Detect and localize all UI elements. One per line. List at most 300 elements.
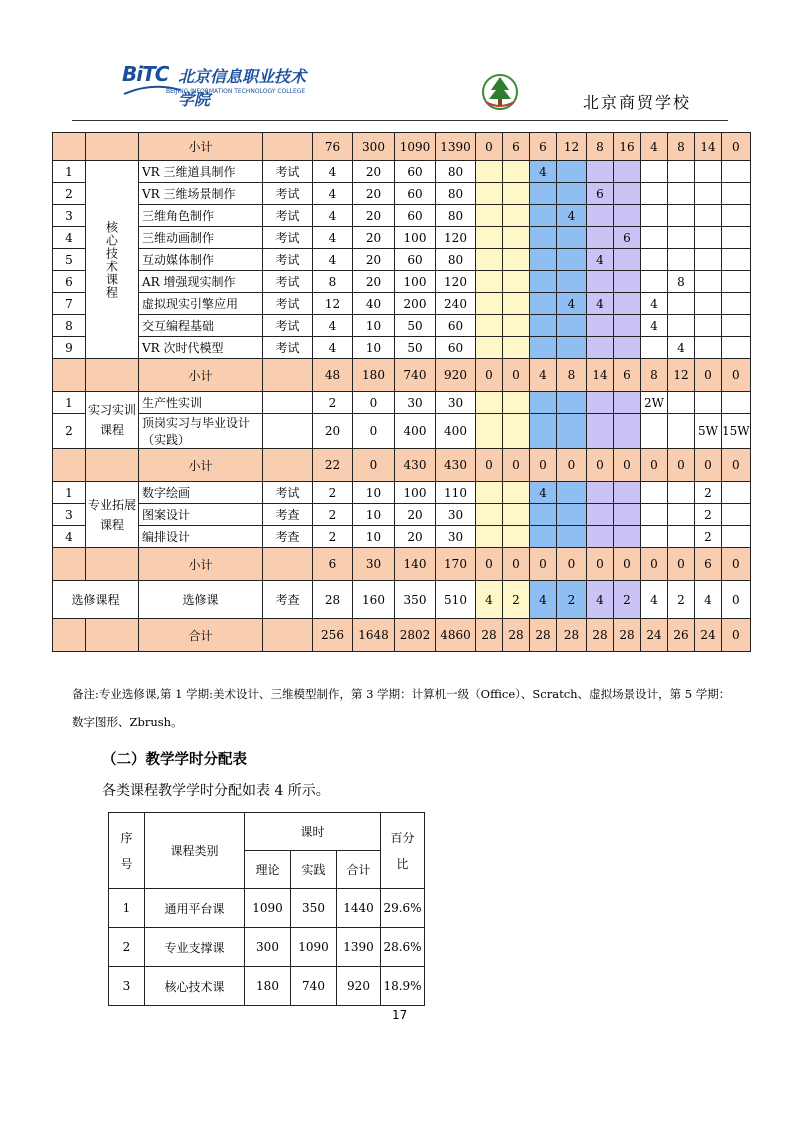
cell-no: 2 [109, 928, 145, 967]
empty-cell [86, 619, 139, 652]
course-name [139, 249, 263, 271]
course-name-text: 顶岗实习与毕业设计 [142, 416, 251, 430]
value-cell [722, 271, 751, 293]
value-cell [695, 271, 722, 293]
page-number: 17 [392, 1008, 408, 1022]
value-cell [476, 205, 503, 227]
value-cell [722, 392, 751, 414]
value-cell [614, 183, 641, 205]
value-cell [614, 526, 641, 548]
value-cell: 20 [353, 227, 395, 249]
value-cell: 24 [695, 619, 722, 652]
value-cell: 6 [695, 548, 722, 581]
cell-pct: 18.9% [381, 967, 425, 1006]
value-cell: 4 [557, 293, 587, 315]
row-number: 1 [53, 392, 86, 414]
empty-cell [86, 133, 139, 161]
value-cell: 0 [476, 548, 503, 581]
value-cell [476, 392, 503, 414]
value-cell: 28 [587, 619, 614, 652]
value-cell [476, 249, 503, 271]
value-cell [614, 293, 641, 315]
value-cell [695, 205, 722, 227]
value-cell: 1648 [353, 619, 395, 652]
value-cell [587, 414, 614, 449]
value-cell [641, 227, 668, 249]
value-cell [641, 271, 668, 293]
empty-cell [53, 359, 86, 392]
value-cell [614, 315, 641, 337]
value-cell: 4 [641, 133, 668, 161]
value-cell [557, 482, 587, 504]
value-cell [530, 526, 557, 548]
value-cell: 30 [436, 526, 476, 548]
course-name [139, 161, 263, 183]
value-cell: 0 [587, 449, 614, 482]
value-cell: 0 [557, 449, 587, 482]
value-cell: 0 [530, 548, 557, 581]
value-cell: 48 [313, 359, 353, 392]
table-row [53, 183, 751, 205]
header-practice: 实践 [291, 851, 337, 889]
total-row [53, 619, 751, 652]
value-cell [587, 504, 614, 526]
course-name-text: 交互编程基础 [142, 319, 215, 333]
value-cell: 0 [722, 619, 751, 652]
value-cell: 20 [395, 526, 436, 548]
value-cell: 170 [436, 548, 476, 581]
empty-cell [263, 449, 313, 482]
logo-english-name: BEIJING INFORMATION TECHNOLOGY COLLEGE [166, 88, 306, 95]
value-cell: 16 [614, 133, 641, 161]
value-cell [668, 161, 695, 183]
header-total: 合计 [337, 851, 381, 889]
subtotal-row [53, 359, 751, 392]
value-cell [530, 337, 557, 359]
value-cell [587, 526, 614, 548]
value-cell: 0 [722, 359, 751, 392]
value-cell [695, 249, 722, 271]
empty-cell [53, 548, 86, 581]
value-cell [641, 526, 668, 548]
table-row [53, 271, 751, 293]
value-cell [503, 183, 530, 205]
value-cell [476, 183, 503, 205]
value-cell [587, 161, 614, 183]
value-cell: 350 [395, 581, 436, 619]
value-cell: 76 [313, 133, 353, 161]
value-cell: 920 [436, 359, 476, 392]
value-cell [557, 504, 587, 526]
value-cell [695, 392, 722, 414]
value-cell: 28 [313, 581, 353, 619]
subtotal-row [53, 449, 751, 482]
course-group-label [86, 161, 139, 359]
cell-practice: 1090 [291, 928, 337, 967]
value-cell: 510 [436, 581, 476, 619]
course-name [139, 227, 263, 249]
value-cell [530, 504, 557, 526]
value-cell: 26 [668, 619, 695, 652]
value-cell: 28 [530, 619, 557, 652]
value-cell [476, 504, 503, 526]
value-cell [503, 482, 530, 504]
empty-cell [86, 548, 139, 581]
row-number: 2 [53, 414, 86, 449]
value-cell [557, 315, 587, 337]
value-cell [641, 337, 668, 359]
value-cell [557, 392, 587, 414]
value-cell [557, 526, 587, 548]
course-group-text: 实习实训课程 [87, 403, 136, 437]
value-cell [614, 249, 641, 271]
value-cell: 4 [313, 227, 353, 249]
exam-type: 考试 [263, 183, 313, 205]
value-cell: 4 [668, 337, 695, 359]
cell-total: 1440 [337, 889, 381, 928]
value-cell: 0 [641, 449, 668, 482]
value-cell: 4 [641, 581, 668, 619]
value-cell [503, 414, 530, 449]
course-name-text: VR 次时代模型 [142, 341, 224, 355]
course-name: 选修课 [139, 581, 263, 619]
value-cell: 20 [353, 161, 395, 183]
value-cell: 2802 [395, 619, 436, 652]
subtotal-label: 小计 [139, 548, 263, 581]
course-name-text: 数字绘画 [142, 486, 191, 500]
row-number: 3 [53, 504, 86, 526]
page-header [0, 0, 800, 130]
value-cell [695, 315, 722, 337]
value-cell: 0 [722, 133, 751, 161]
value-cell: 2W [641, 392, 668, 414]
value-cell: 60 [395, 205, 436, 227]
course-name-suffix: （实践） [142, 433, 191, 447]
course-name [139, 337, 263, 359]
value-cell: 12 [668, 359, 695, 392]
value-cell: 300 [353, 133, 395, 161]
value-cell: 10 [353, 337, 395, 359]
table-row [53, 414, 751, 449]
value-cell [722, 293, 751, 315]
value-cell [614, 161, 641, 183]
value-cell [476, 414, 503, 449]
value-cell: 4 [530, 161, 557, 183]
table-row [109, 889, 425, 928]
header-no [109, 813, 145, 889]
value-cell [614, 414, 641, 449]
value-cell: 4 [695, 581, 722, 619]
value-cell: 30 [353, 548, 395, 581]
empty-cell [53, 619, 86, 652]
value-cell: 40 [353, 293, 395, 315]
value-cell [722, 526, 751, 548]
table-row [53, 315, 751, 337]
value-cell: 0 [503, 449, 530, 482]
row-number: 2 [53, 183, 86, 205]
subtotal-label: 小计 [139, 133, 263, 161]
value-cell: 0 [587, 548, 614, 581]
value-cell: 10 [353, 315, 395, 337]
value-cell [614, 271, 641, 293]
value-cell [668, 414, 695, 449]
value-cell: 28 [557, 619, 587, 652]
value-cell: 50 [395, 337, 436, 359]
course-name-text: VR 三维场景制作 [142, 187, 236, 201]
header-theory: 理论 [245, 851, 291, 889]
value-cell [668, 227, 695, 249]
row-number: 3 [53, 205, 86, 227]
exam-type: 考查 [263, 581, 313, 619]
value-cell: 4860 [436, 619, 476, 652]
value-cell: 0 [530, 449, 557, 482]
value-cell: 0 [353, 392, 395, 414]
value-cell [557, 271, 587, 293]
value-cell: 120 [436, 271, 476, 293]
value-cell: 60 [436, 315, 476, 337]
header-pct-text: 百分比 [390, 830, 415, 871]
value-cell [530, 293, 557, 315]
value-cell: 0 [614, 548, 641, 581]
course-name-text: 三维角色制作 [142, 209, 215, 223]
exam-type: 考试 [263, 205, 313, 227]
value-cell [503, 526, 530, 548]
value-cell: 4 [313, 315, 353, 337]
value-cell: 8 [668, 271, 695, 293]
value-cell: 140 [395, 548, 436, 581]
value-cell [668, 315, 695, 337]
exam-type: 考试 [263, 249, 313, 271]
exam-type: 考试 [263, 161, 313, 183]
value-cell: 256 [313, 619, 353, 652]
course-name-text: AR 增强现实制作 [142, 275, 236, 289]
table-row [53, 337, 751, 359]
value-cell: 30 [395, 392, 436, 414]
value-cell: 2 [313, 504, 353, 526]
value-cell: 2 [503, 581, 530, 619]
value-cell [668, 249, 695, 271]
value-cell: 430 [395, 449, 436, 482]
value-cell: 2 [313, 526, 353, 548]
table-row [53, 581, 751, 619]
value-cell [587, 315, 614, 337]
value-cell: 100 [395, 227, 436, 249]
value-cell: 200 [395, 293, 436, 315]
value-cell [695, 161, 722, 183]
value-cell: 6 [587, 183, 614, 205]
table-row [53, 482, 751, 504]
value-cell: 28 [503, 619, 530, 652]
value-cell [587, 392, 614, 414]
value-cell: 4 [587, 249, 614, 271]
cell-theory: 300 [245, 928, 291, 967]
value-cell [530, 392, 557, 414]
value-cell [503, 315, 530, 337]
header-no-text: 序号 [120, 830, 133, 871]
value-cell: 10 [353, 526, 395, 548]
exam-type: 考试 [263, 482, 313, 504]
subtotal-row [53, 133, 751, 161]
value-cell [614, 504, 641, 526]
value-cell [722, 161, 751, 183]
cell-theory: 180 [245, 967, 291, 1006]
value-cell [587, 482, 614, 504]
value-cell [557, 337, 587, 359]
value-cell [530, 205, 557, 227]
value-cell [695, 293, 722, 315]
value-cell: 2 [313, 482, 353, 504]
value-cell [722, 183, 751, 205]
value-cell: 30 [436, 392, 476, 414]
value-cell [476, 482, 503, 504]
value-cell: 60 [436, 337, 476, 359]
value-cell [695, 337, 722, 359]
value-cell: 20 [353, 205, 395, 227]
value-cell: 30 [436, 504, 476, 526]
value-cell: 20 [353, 271, 395, 293]
value-cell: 0 [476, 133, 503, 161]
table-row [53, 392, 751, 414]
exam-type: 考试 [263, 271, 313, 293]
course-name [139, 504, 263, 526]
value-cell: 4 [641, 315, 668, 337]
value-cell: 20 [313, 414, 353, 449]
value-cell: 0 [695, 359, 722, 392]
course-name [139, 414, 263, 449]
empty-cell [263, 548, 313, 581]
value-cell [614, 482, 641, 504]
value-cell: 0 [503, 548, 530, 581]
logo-bitc-text: BiTC [122, 62, 169, 86]
value-cell: 4 [587, 581, 614, 619]
empty-cell [263, 133, 313, 161]
empty-cell [53, 449, 86, 482]
value-cell [614, 392, 641, 414]
value-cell [476, 227, 503, 249]
value-cell: 180 [353, 359, 395, 392]
subtotal-row [53, 548, 751, 581]
value-cell [614, 337, 641, 359]
value-cell: 4 [313, 161, 353, 183]
value-cell: 0 [722, 581, 751, 619]
empty-cell [86, 359, 139, 392]
value-cell [722, 205, 751, 227]
cell-no: 3 [109, 967, 145, 1006]
value-cell: 8 [587, 133, 614, 161]
value-cell [668, 482, 695, 504]
value-cell: 430 [436, 449, 476, 482]
value-cell: 4 [313, 205, 353, 227]
value-cell: 4 [530, 581, 557, 619]
value-cell: 14 [587, 359, 614, 392]
course-name [139, 271, 263, 293]
course-name [139, 526, 263, 548]
bitc-logo [122, 62, 312, 109]
value-cell [641, 205, 668, 227]
empty-cell [53, 133, 86, 161]
exam-type [263, 392, 313, 414]
value-cell: 0 [614, 449, 641, 482]
value-cell: 4 [557, 205, 587, 227]
value-cell [668, 183, 695, 205]
table-row [109, 928, 425, 967]
table-row [53, 161, 751, 183]
value-cell: 4 [530, 482, 557, 504]
value-cell [641, 183, 668, 205]
exam-type: 考试 [263, 337, 313, 359]
value-cell: 110 [436, 482, 476, 504]
logo-chinese-name: 北京信息职业技术学院 [178, 67, 307, 109]
value-cell: 28 [476, 619, 503, 652]
value-cell: 0 [722, 449, 751, 482]
value-cell [695, 227, 722, 249]
value-cell [503, 337, 530, 359]
header-divider [72, 120, 728, 121]
value-cell [530, 227, 557, 249]
row-number: 8 [53, 315, 86, 337]
curriculum-table [52, 132, 751, 652]
course-group-label [86, 482, 139, 548]
table-row [53, 293, 751, 315]
value-cell: 0 [353, 414, 395, 449]
value-cell [668, 526, 695, 548]
value-cell [668, 293, 695, 315]
table-row [53, 249, 751, 271]
value-cell: 8 [641, 359, 668, 392]
value-cell [722, 482, 751, 504]
row-number: 1 [53, 482, 86, 504]
course-name [139, 315, 263, 337]
value-cell [722, 227, 751, 249]
value-cell [503, 227, 530, 249]
value-cell [476, 337, 503, 359]
cell-type: 专业支撑课 [145, 928, 245, 967]
value-cell [668, 392, 695, 414]
course-name-text: VR 三维道具制作 [142, 165, 236, 179]
course-name-text: 生产性实训 [142, 396, 203, 410]
empty-cell [86, 449, 139, 482]
total-label: 合计 [139, 619, 263, 652]
header-type: 课程类别 [145, 813, 245, 889]
table-note: 备注:专业选修课,第 1 学期:美术设计、三维模型制作，第 3 学期：计算机一级（Office）、Scratch、虚拟场景设计，第 5 学期：数字图形、Zbrush。 [72, 687, 731, 729]
value-cell: 80 [436, 205, 476, 227]
value-cell [722, 504, 751, 526]
value-cell: 0 [557, 548, 587, 581]
value-cell: 20 [353, 249, 395, 271]
empty-cell [263, 359, 313, 392]
school-tree-logo-icon [480, 72, 520, 112]
value-cell: 0 [722, 548, 751, 581]
value-cell [641, 504, 668, 526]
row-number: 7 [53, 293, 86, 315]
value-cell: 120 [436, 227, 476, 249]
table-row [53, 526, 751, 548]
value-cell: 2 [668, 581, 695, 619]
row-number: 5 [53, 249, 86, 271]
row-number: 4 [53, 227, 86, 249]
value-cell: 2 [695, 482, 722, 504]
value-cell: 0 [353, 449, 395, 482]
value-cell: 2 [695, 526, 722, 548]
value-cell [668, 205, 695, 227]
cell-type: 通用平台课 [145, 889, 245, 928]
value-cell [530, 315, 557, 337]
value-cell [503, 392, 530, 414]
value-cell: 28 [614, 619, 641, 652]
value-cell [476, 526, 503, 548]
value-cell: 8 [557, 359, 587, 392]
value-cell: 8 [313, 271, 353, 293]
